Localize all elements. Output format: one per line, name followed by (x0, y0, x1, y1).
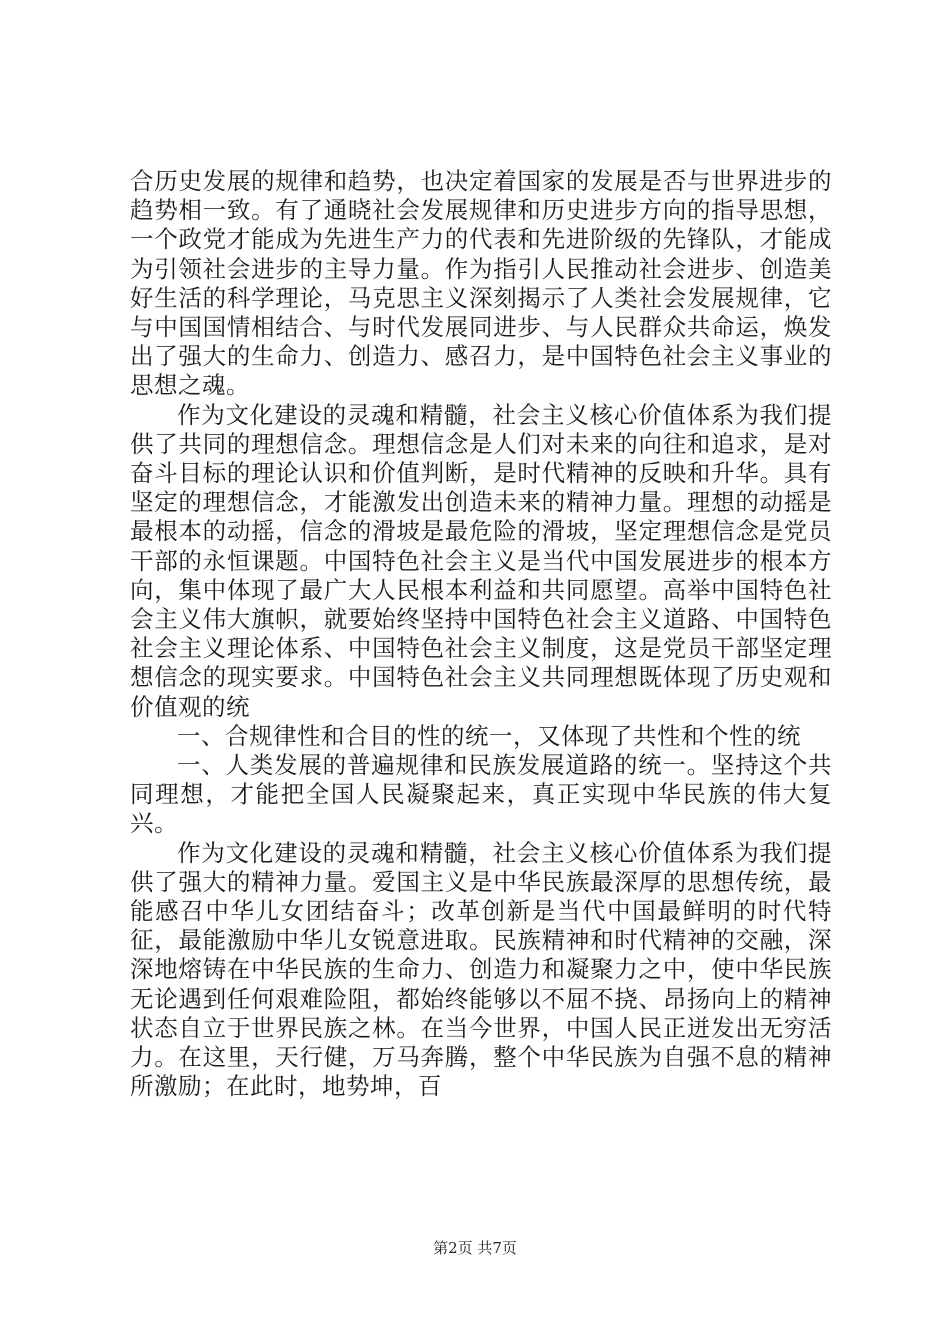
paragraph-5: 作为文化建设的灵魂和精髓，社会主义核心价值体系为我们提供了强大的精神力量。爱国主义是中华民族最深厚的思想传统，最能感召中华儿女团结奋斗；改革创新是当代中国最鲜明的时代特征，最能激励中华儿女锐意进取。民族精神和时代精神的交融，深深地熔铸在中华民族的生命力、创造力和凝聚力之中，使中华民族无论遇到任何艰难险阻，都始终能够以不屈不挠、昂扬向上的精神状态自立于世界民族之林。在当今世界，中国人民正迸发出无穷活力。在这里，天行健，万马奔腾，整个中华民族为自强不息的精神所激励；在此时，地势坤，百 (130, 838, 832, 1101)
paragraph-3: 一、合规律性和合目的性的统一，又体现了共性和个性的统 (177, 721, 801, 750)
paragraph-4: 一、人类发展的普遍规律和民族发展道路的统一。坚持这个共同理想，才能把全国人民凝聚起来，真正实现中华民族的伟大复兴。 (130, 751, 832, 838)
paragraph-2: 作为文化建设的灵魂和精髓，社会主义核心价值体系为我们提供了共同的理想信念。理想信念是人们对未来的向往和追求，是对奋斗目标的理论认识和价值判断，是时代精神的反映和升华。具有坚定的理想信念，才能激发出创造未来的精神力量。理想的动摇是最根本的动摇，信念的滑坡是最危险的滑坡，坚定理想信念是党员干部的永恒课题。中国特色社会主义是当代中国发展进步的根本方向，集中体现了最广大人民根本利益和共同愿望。高举中国特色社会主义伟大旗帜，就要始终坚持中国特色社会主义道路、中国特色社会主义理论体系、中国特色社会主义制度，这是党员干部坚定理想信念的现实要求。中国特色社会主义共同理想既体现了历史观和价值观的统 (130, 400, 832, 721)
paragraph-1: 合历史发展的规律和趋势，也决定着国家的发展是否与世界进步的趋势相一致。有了通晓社会发展规律和历史进步方向的指导思想，一个政党才能成为先进生产力的代表和先进阶级的先锋队，才能成为引领社会进步的主导力量。作为指引人民推动社会进步、创造美好生活的科学理论，马克思主义深刻揭示了人类社会发展规律，它与中国国情相结合、与时代发展同进步、与人民群众共命运，焕发出了强大的生命力、创造力、感召力，是中国特色社会主义事业的思想之魂。 (130, 167, 832, 400)
document-body (130, 167, 832, 1102)
page-number-footer: 第2页 共7页 (433, 1239, 517, 1257)
